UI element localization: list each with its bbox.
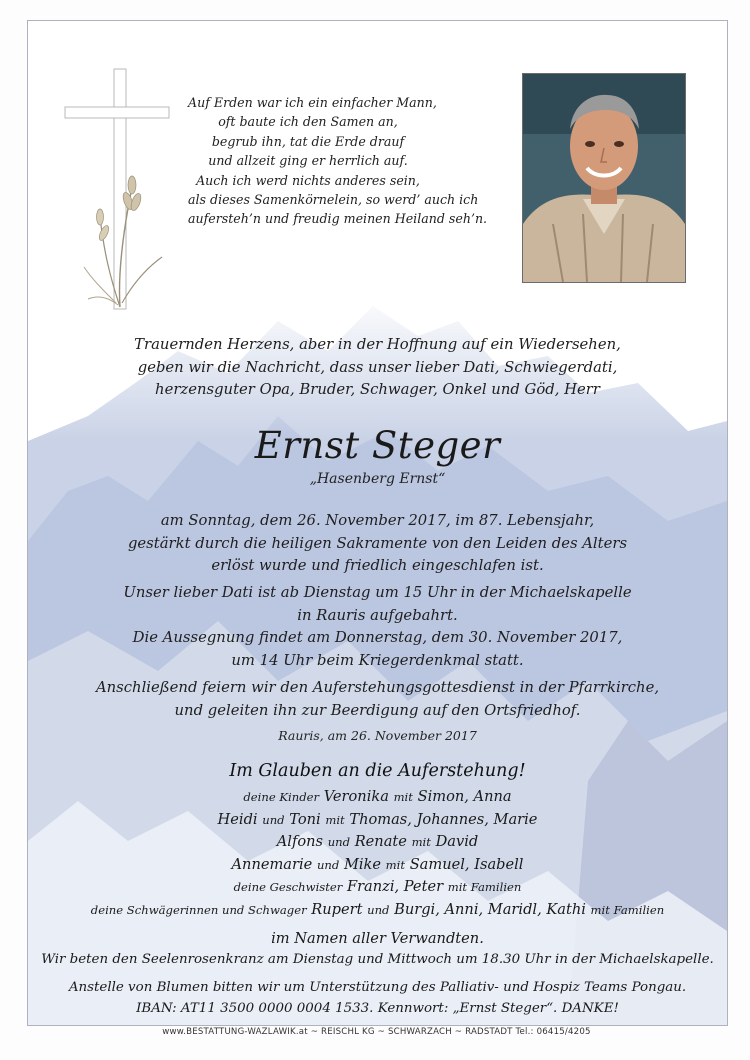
family-suffix: mit Familien [447,880,522,895]
family-name: David [435,833,479,851]
family-connector: mit [325,812,345,827]
family-connector: und [367,902,390,917]
family-name: Franzi, Peter [346,878,444,896]
viewing-line: Unser lieber Dati ist ab Dienstag um 15 Uhr in der Michaelskapelle [123,584,632,601]
obituary-sheet [27,20,728,1026]
poem-line: aufersteh’n und freudig meinen Heiland seh’n. [188,211,488,227]
cross-with-wheat-icon [62,67,182,317]
deceased-nickname: „Hasenberg Ernst“ [309,471,446,487]
family-connector: mit [411,835,431,850]
viewing-line: Die Aussegnung findet am Donnerstag, dem 30. November 2017, [132,629,623,646]
family-connector: und [262,812,285,827]
poem-line: begrub ihn, tat die Erde drauf [211,133,405,149]
poem [188,93,488,229]
family-name: Renate [354,833,407,851]
faith-heading: Im Glauben an die Auferstehung! [229,761,526,781]
poem-line: Auch ich werd nichts anderes sein, [196,172,420,188]
service-line: und geleiten ihn zur Beerdigung auf den Ortsfriedhof. [174,701,581,719]
viewing-line: um 14 Uhr beim Kriegerdenkmal statt. [231,651,524,669]
death-line: erlöst wurde und friedlich eingeschlafen ist. [211,557,544,574]
intro-line: herzensguter Opa, Bruder, Schwager, Onkel und Göd, Herr [155,381,600,398]
family-name: Rupert [311,900,363,918]
rosary-notice: Wir beten den Seelenrosenkranz am Dienstag und Mittwoch um 18.30 Uhr in der Michaelskapelle. [41,952,714,967]
family-name: Mike [343,855,382,873]
donation-line: Anstelle von Blumen bitten wir um Unterstützung des Palliativ- und Hospiz Teams Pongau. [68,980,687,995]
family-connector: und [327,835,351,850]
family-name: Simon, Anna [417,788,512,805]
family-name: Veronika [323,788,389,805]
family-connector: mit [393,790,413,804]
poem-line: Auf Erden war ich ein einfacher Mann, [188,95,437,110]
service-info [28,677,727,722]
family-line [28,854,727,877]
family-prefix: deine Kinder [243,790,320,804]
death-notice [28,510,727,578]
family-suffix: mit Familien [590,902,665,917]
family-line [28,831,727,854]
family-line [28,786,727,809]
donation-notice [28,977,727,1019]
footer-funeral-home: www.BESTATTUNG-WAZLAWIK.at ~ REISCHL KG ~ SCHWARZACH ~ RADSTADT Tel.: 06415/4205 [162,1027,591,1037]
intro-text [28,334,727,402]
place-date: Rauris, am 26. November 2017 [278,728,477,743]
poem-line: als dieses Samenkörnelein, so werd’ auch ich [188,192,479,208]
family-connector: mit [385,857,406,872]
donation-line: IBAN: AT11 3500 0000 0004 1533. Kennwort: „Ernst Steger“. DANKE! [136,1001,619,1016]
viewing-line: in Rauris aufgebahrt. [297,606,458,624]
poem-line: und allzeit ging er herrlich auf. [208,153,408,169]
family-line [28,809,727,832]
family-name: Alfons [276,833,324,851]
poem-line: oft baute ich den Samen an, [218,114,398,130]
intro-line: Trauernden Herzens, aber in der Hoffnung auf ein Wiedersehen, [134,336,621,353]
viewing-info [28,582,727,672]
family-list [28,786,727,949]
deceased-name: Ernst Steger [254,424,501,467]
family-line [28,899,727,922]
family-name: Annemarie [231,855,313,873]
death-line: am Sonntag, dem 26. November 2017, im 87. Lebensjahr, [160,512,595,529]
family-name: Burgi, Anni, Maridl, Kathi [394,900,586,918]
family-prefix: deine Schwägerinnen und Schwager [90,902,307,917]
intro-line: geben wir die Nachricht, dass unser lieber Dati, Schwiegerdati, [137,358,618,376]
family-connector: und [316,857,340,872]
family-line: im Namen aller Verwandten. [271,929,484,947]
family-prefix: deine Geschwister [233,880,343,895]
death-line: gestärkt durch die heiligen Sakramente von den Leiden des Alters [127,534,628,552]
family-name: Heidi [217,810,258,828]
portrait-photo [522,73,686,283]
service-line: Anschließend feiern wir den Auferstehungsgottesdienst in der Pfarrkirche, [95,679,660,696]
family-name: Toni [289,810,321,828]
family-line [28,876,727,899]
family-name: Samuel, Isabell [409,855,524,873]
family-name: Thomas, Johannes, Marie [349,810,538,828]
